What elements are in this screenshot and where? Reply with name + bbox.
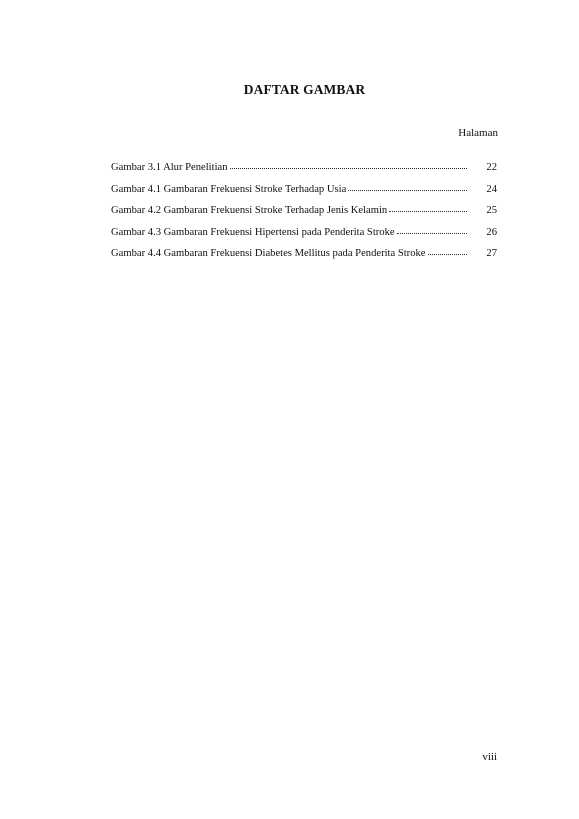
figure-entry-page: 22 bbox=[486, 162, 497, 173]
figure-list bbox=[111, 162, 497, 270]
page-column-label: Halaman bbox=[458, 127, 498, 139]
figure-list-item[interactable] bbox=[111, 162, 497, 184]
figure-entry-title: Gambar 4.3 Gambaran Frekuensi Hipertensi pada Penderita Stroke bbox=[111, 226, 395, 238]
figure-list-item[interactable] bbox=[111, 227, 497, 249]
figure-entry-title: Gambar 4.4 Gambaran Frekuensi Diabetes Mellitus pada Penderita Stroke bbox=[111, 248, 426, 259]
dot-leader bbox=[428, 253, 468, 255]
figure-entry-page: 26 bbox=[486, 226, 497, 238]
figure-list-item[interactable] bbox=[111, 205, 497, 227]
footer-page-number: viii bbox=[482, 751, 497, 763]
dot-leader bbox=[230, 167, 467, 169]
figure-entry-page: 25 bbox=[486, 205, 497, 216]
figure-list-item[interactable] bbox=[111, 184, 497, 206]
figure-list-item[interactable] bbox=[111, 248, 497, 270]
figure-entry-title: Gambar 4.1 Gambaran Frekuensi Stroke Terhadap Usia bbox=[111, 183, 347, 195]
figure-entry-title: Gambar 4.2 Gambaran Frekuensi Stroke Terhadap Jenis Kelamin bbox=[111, 205, 388, 216]
dot-leader bbox=[389, 210, 467, 212]
figure-entry-page: 24 bbox=[486, 183, 497, 195]
dot-leader bbox=[397, 232, 467, 234]
figure-entry-title: Gambar 3.1 Alur Penelitian bbox=[111, 162, 228, 173]
dot-leader bbox=[348, 189, 467, 191]
figure-entry-page: 27 bbox=[486, 248, 497, 259]
page-title: DAFTAR GAMBAR bbox=[243, 82, 366, 97]
